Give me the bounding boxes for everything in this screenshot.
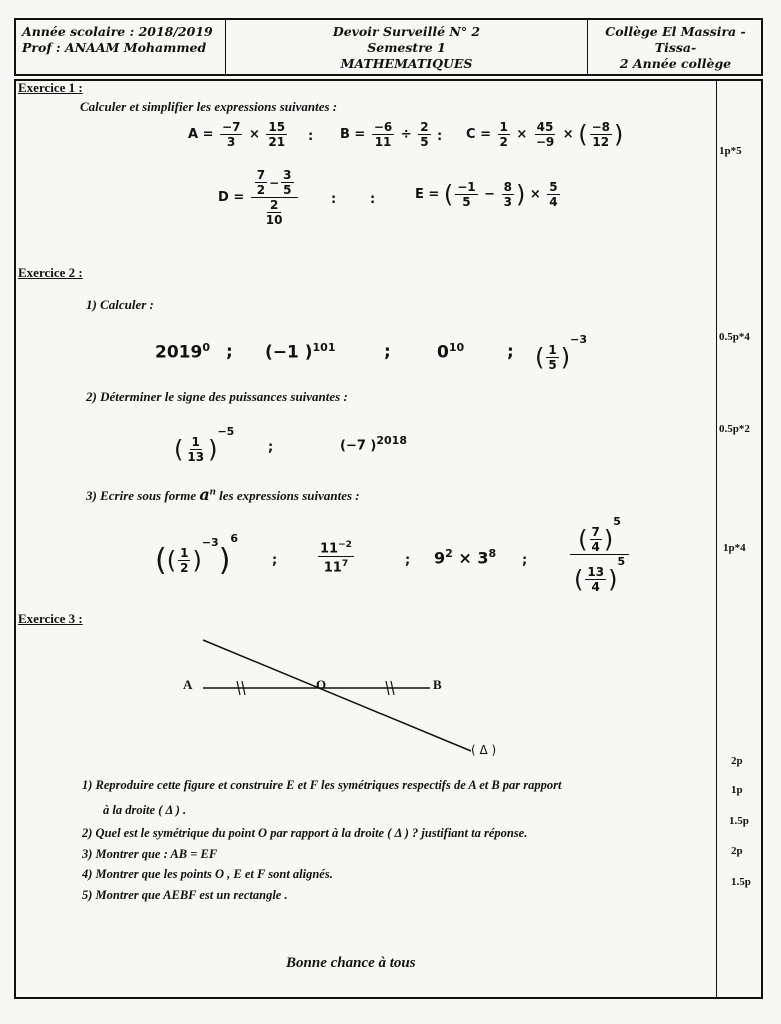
power-minus1-101: (−1 )$^{101}$ bbox=[265, 341, 336, 363]
exercise-1-title: Exercice 1 : bbox=[18, 80, 83, 95]
separator: ; bbox=[405, 553, 411, 568]
power-minus7-2018: (−7 )$^{2018}$ bbox=[340, 434, 407, 454]
closing-message: Bonne chance à tous bbox=[286, 955, 416, 971]
ex3-score-2: 1p bbox=[731, 784, 743, 796]
exercise-2-title: Exercice 2 : bbox=[18, 265, 83, 280]
separator-2: : bbox=[437, 129, 443, 144]
expression-E: E = ( $\frac{-1}{5}$ − $\frac{8}{3}$ ) × $\frac{5}{4}$ bbox=[415, 180, 558, 209]
point-B-label: B bbox=[433, 677, 442, 692]
nested-power: (( $\frac{1}{2}$ )$^{-3}$)$^6$ bbox=[155, 532, 239, 578]
separator-1: : bbox=[308, 129, 314, 144]
separator: ; bbox=[226, 342, 233, 362]
ex2-question-3: 3) Ecrire sous forme $a^n$ les expressions suivantes : bbox=[86, 485, 360, 504]
separator: ; bbox=[272, 553, 278, 568]
product-9-3: $9^2 \times 3^8$ bbox=[434, 547, 497, 568]
exercise-1-instruction: Calculer et simplifier les expressions suivantes : bbox=[80, 99, 338, 114]
ex3-score-3: 1.5p bbox=[729, 815, 749, 827]
ex2-q3-score: 1p*4 bbox=[723, 542, 746, 554]
separator: ; bbox=[522, 553, 528, 568]
teacher-name: Prof : ANAAM Mohammed bbox=[22, 40, 207, 55]
subject: MATHEMATIQUES bbox=[340, 56, 473, 71]
exercise-1-score: 1p*5 bbox=[719, 145, 742, 157]
ex2-q2-score: 0.5p*2 bbox=[719, 423, 750, 435]
separator: ; bbox=[384, 342, 391, 362]
separator: ; bbox=[268, 440, 274, 455]
delta-label: ( Δ ) bbox=[471, 743, 497, 757]
ex3-score-5: 1.5p bbox=[731, 876, 751, 888]
point-A-label: A bbox=[183, 677, 193, 692]
ex3-question-2: 2) Quel est le symétrique du point O par rapport à la droite ( Δ ) ? justifiant ta réponse. bbox=[82, 826, 528, 840]
ex3-question-5: 5) Montrer que AEBF est un rectangle . bbox=[82, 888, 288, 902]
semester: Semestre 1 bbox=[367, 40, 446, 55]
ex2-question-2: 2) Déterminer le signe des puissances suivantes : bbox=[86, 389, 348, 404]
class-level: 2 Année collège bbox=[619, 56, 732, 71]
point-O-label: O bbox=[316, 677, 327, 692]
ex2-q1-score: 0.5p*4 bbox=[719, 331, 750, 343]
exam-title: Devoir Surveillé N° 2 bbox=[332, 24, 481, 39]
expression-B: B = $\frac{-6}{11}$ ÷ $\frac{2}{5}$ bbox=[340, 120, 429, 149]
expression-C: C = $\frac{1}{2}$ × $\frac{45}{-9}$ × ( $\frac{-8}{12}$ ) bbox=[466, 120, 624, 149]
school-name: Collège El Massira -Tissa- bbox=[605, 24, 746, 55]
power-thirteenth-minus5: ( $\frac{1}{13}$ )$^{-5}$ bbox=[174, 425, 235, 464]
school-year: Année scolaire : 2018/2019 bbox=[22, 24, 213, 39]
separator-3: : bbox=[331, 192, 337, 207]
separator: ; bbox=[507, 342, 514, 362]
ex3-question-3: 3) Montrer que : AB = EF bbox=[82, 847, 218, 861]
ex3-score-4: 2p bbox=[731, 845, 743, 857]
expression-A: A = $\frac{-7}{3}$ × $\frac{15}{21}$ bbox=[188, 120, 286, 149]
exercise-3-title: Exercice 3 : bbox=[18, 611, 83, 626]
power-fifth-minus3: ( $\frac{1}{5}$ )$^{-3}$ bbox=[535, 333, 587, 372]
expression-D: D = $\frac{7}{2}$ − $\frac{3}{5}$ 2 10 bbox=[218, 168, 300, 227]
ex2-question-1: 1) Calculer : bbox=[86, 297, 154, 312]
ex3-score-1: 2p bbox=[731, 755, 743, 767]
separator-4: : bbox=[370, 192, 376, 207]
ex3-question-1: 1) Reproduire cette figure et construire E et F les symétriques respectifs de A et B par rapport bbox=[82, 778, 562, 792]
quotient-powers: ( $\frac{7}{4}$ )$^5$ ( $\frac{13}{4}$ )$^5$ bbox=[566, 515, 633, 594]
ex3-question-4: 4) Montrer que les points O , E et F sont alignés. bbox=[82, 867, 333, 881]
power-0-10: $0^{10}$ bbox=[437, 341, 465, 363]
line-delta bbox=[203, 640, 471, 751]
power-2019-0: 2019$^0$ bbox=[155, 341, 210, 363]
quotient-11: $\frac{11^{-2}}{11^7}$ bbox=[320, 540, 352, 576]
ex3-question-1-cont: à la droite ( Δ ) . bbox=[103, 803, 187, 817]
